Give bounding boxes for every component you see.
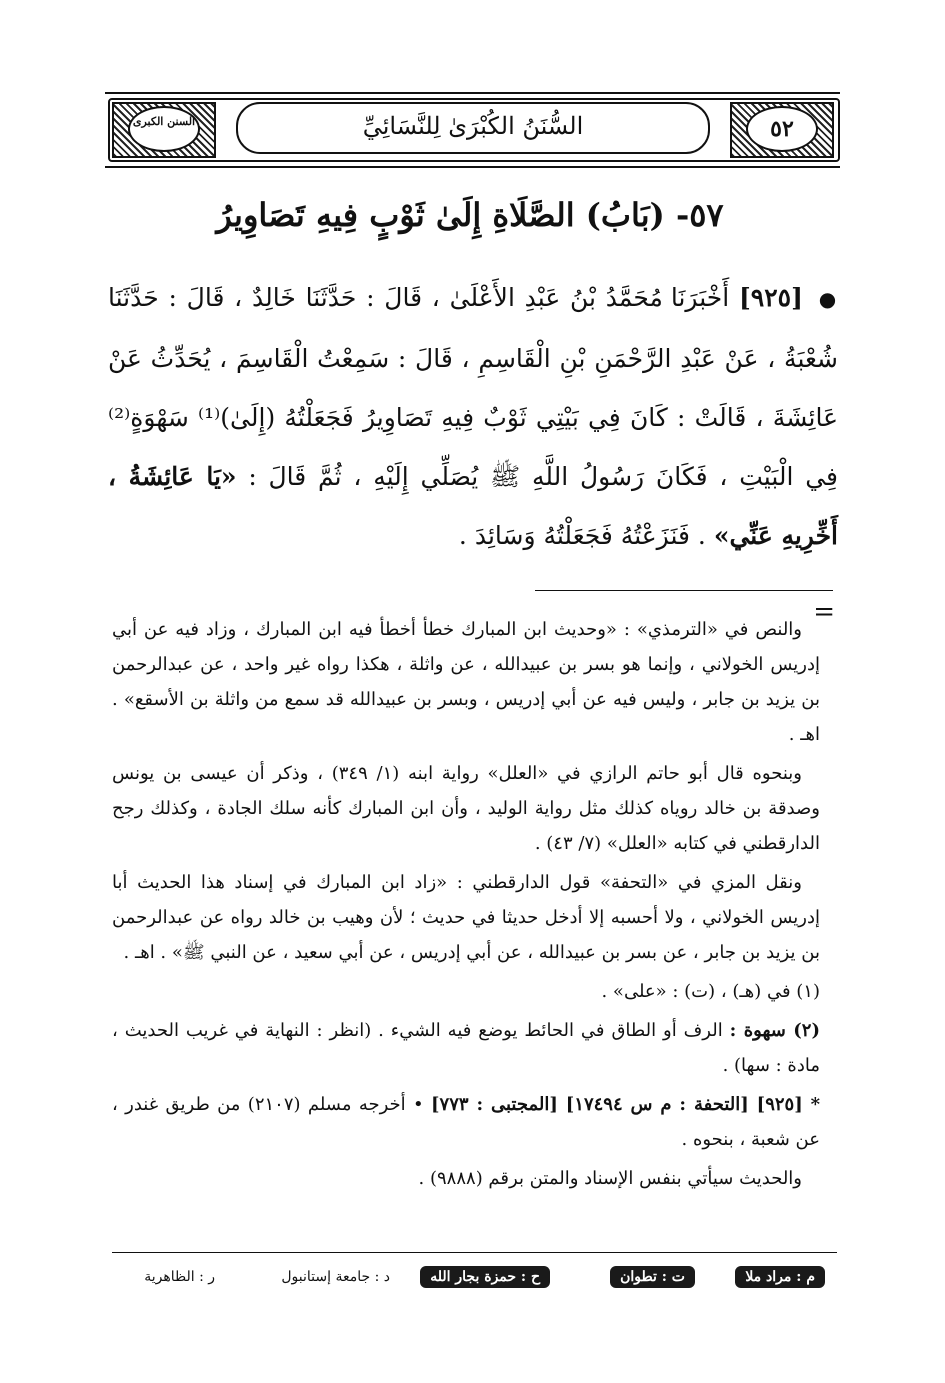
footnotes xyxy=(112,612,820,1200)
footnote-1: (١) في (هـ) ، (ت) : «على» . xyxy=(601,981,820,1002)
footnote-2-text: الرف أو الطاق في الحائط يوضع فيه الشيء . (انظر : النهاية في غريب الحديث ، مادة : سها) . xyxy=(112,1020,820,1076)
takhrij-reference: * [٩٢٥] [التحفة : م س ١٧٤٩٤] [المجتبى : ٧٧٣] xyxy=(431,1094,821,1115)
footnote-paragraph: ونقل المزي في «التحفة» قول الدارقطني : «زاد ابن المبارك في إسناد هذا الحديث أبا إدريس الخولاني ، ولا أحسبه إلا أدخل حديثا في حديث ؛ لأن وهيب بن خالد رواه عن عبدالرحمن بن يزيد بن جابر ، عن بسر بن عبيدالله ، عن أبي إدريس ، عن أبي سعيد ، عن النبي ﷺ» . اهـ . xyxy=(112,872,820,963)
page-number-badge xyxy=(746,106,818,152)
page-number: ٥٢ xyxy=(770,116,794,142)
takhrij-note: والحديث سيأتي بنفس الإسناد والمتن برقم (٩٨٨٨) . xyxy=(418,1168,802,1189)
running-title-box xyxy=(236,102,710,154)
header-bottom-rule xyxy=(105,166,840,168)
source-r: ر : الظاهرية xyxy=(144,1269,215,1285)
source-h: ح : حمزة بجار الله xyxy=(420,1266,550,1288)
footnote-paragraph: وبنحوه قال أبو حاتم الرازي في «العلل» رواية ابنه (١/ ٣٤٩) ، وذكر أن عيسى بن يونس وصدقة بن خالد روياه كذلك مثل رواية الوليد ، وأن ابن المبارك كأنه سلك الجادة ، وكذلك رجح الدارقطني في كتابه «العلل» (٧/ ٤٣) . xyxy=(112,763,820,854)
hadith-number: [٩٢٥] xyxy=(738,283,803,312)
header-top-rule xyxy=(105,92,840,94)
footnote-separator xyxy=(535,590,833,591)
source-d: د : جامعة إستانبول xyxy=(281,1269,390,1285)
footnote-2 xyxy=(112,1013,820,1083)
continuation-mark: = xyxy=(813,597,835,627)
running-title: السُّنَنُ الكُبْرَىٰ لِلنَّسَائِيِّ xyxy=(362,112,584,140)
takhrij xyxy=(112,1087,820,1157)
footnote-2-label: (٢) سهوة : xyxy=(729,1020,820,1041)
chapter-title: ٥٧- (بَابُ) الصَّلَاةِ إِلَىٰ ثَوْبٍ فِيهِ تَصَاوِيرُ xyxy=(216,196,724,234)
footnote-paragraph: والنص في «الترمذي» : «وحديث ابن المبارك خطأ أخطأ فيه ابن المبارك ، وزاد فيه عن أبي إدريس الخولاني ، وإنما هو بسر بن عبيدالله ، عن واثلة ، هكذا رواه غير واحد ، عن عبدالرحمن بن يزيد بن جابر ، وليس فيه عن أبي إدريس ، وبسر بن عبيدالله قد سمع من واثلة بن الأسقع» . اهـ . xyxy=(112,619,820,745)
takhrij-text: • أخرجه مسلم (٢١٠٧) من طريق غندر ، عن شعبة ، بنحوه . xyxy=(112,1094,820,1150)
hadith-quote: «يَا عَائِشَةُ ، أَخِّرِيهِ عَنِّي» xyxy=(108,462,838,550)
source-t: ت : تطوان xyxy=(610,1266,695,1288)
hadith-body xyxy=(108,268,838,565)
page-header xyxy=(108,98,838,160)
manuscript-sources xyxy=(110,1262,835,1292)
source-m: م : مراد ملا xyxy=(735,1266,825,1288)
book-emblem: السنن الكبرى xyxy=(128,106,200,152)
footer-rule xyxy=(112,1252,837,1253)
hadith-text-2: . فَنَزَعْتُهُ فَجَعَلْتُهُ وَسَائِدَ . xyxy=(458,521,706,550)
hadith-text-1: أَخْبَرَنَا مُحَمَّدُ بْنُ عَبْدِ الأَعْلَىٰ ، قَالَ : حَدَّثَنَا خَالِدٌ ، قَالَ : حَدَّثَنَا شُعْبَةُ ، عَنْ عَبْدِ الرَّحْمَنِ بْنِ الْقَاسِمِ ، قَالَ : سَمِعْتُ الْقَاسِمَ ، يُحَدِّثُ عَنْ عَائِشَةَ ، قَالَتْ : كَانَ فِي بَيْتِي ثَوْبٌ فِيهِ تَصَاوِيرُ فَجَعَلْتُهُ (إِلَىٰ)⁽¹⁾ سَهْوَةٍ⁽²⁾ فِي الْبَيْتِ ، فَكَانَ رَسُولُ اللَّهِ ﷺ يُصَلِّي إِلَيْهِ ، ثُمَّ قَالَ : xyxy=(108,283,838,491)
bullet-icon: ● xyxy=(818,287,839,311)
